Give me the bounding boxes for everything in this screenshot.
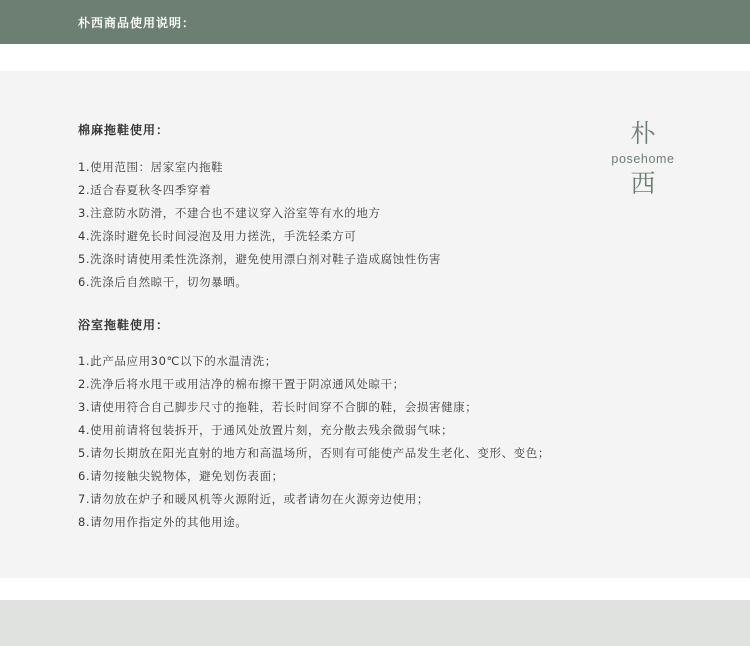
list-item: 3.请使用符合自己脚步尺寸的拖鞋，若长时间穿不合脚的鞋，会损害健康；	[78, 400, 478, 414]
list-item: 7.请勿放在炉子和暖风机等火源附近，或者请勿在火源旁边使用；	[78, 492, 429, 506]
list-item: 1.此产品应用30℃以下的水温清洗；	[78, 354, 277, 368]
footer-band	[0, 600, 750, 646]
page-title: 朴西商品使用说明：	[78, 15, 196, 30]
instruction-list	[78, 156, 441, 294]
list-item: 4.使用前请将包装拆开，于通风处放置片刻，充分散去残余微弱气味；	[78, 423, 454, 437]
logo-char-top: 朴	[630, 119, 656, 148]
logo-wordmark: posehome	[611, 152, 675, 166]
instruction-list	[78, 350, 550, 534]
list-item: 4.洗涤时避免长时间浸泡及用力搓洗，手洗轻柔方可	[78, 229, 357, 243]
content-panel	[0, 71, 750, 578]
section-title: 浴室拖鞋使用：	[78, 318, 170, 332]
list-item: 1.使用范围：居家室内拖鞋	[78, 160, 224, 174]
list-item: 8.请勿用作指定外的其他用途。	[78, 515, 248, 529]
bath-slipper-section	[78, 317, 550, 534]
list-item: 6.洗涤后自然晾干，切勿暴晒。	[78, 275, 248, 289]
list-item: 6.请勿接触尖锐物体，避免划伤表面；	[78, 469, 284, 483]
list-item: 2.洗净后将水甩干或用洁净的棉布擦干置于阴凉通风处晾干；	[78, 377, 405, 391]
list-item: 3.注意防水防滑，不建合也不建议穿入浴室等有水的地方	[78, 206, 381, 220]
logo-char-bottom: 西	[630, 169, 656, 198]
list-item: 5.请勿长期放在阳光直射的地方和高温场所，否则有可能使产品发生老化、变形、变色；	[78, 446, 550, 460]
section-title: 棉麻拖鞋使用：	[78, 123, 170, 137]
header-bar	[0, 0, 750, 44]
cotton-slipper-section	[78, 122, 441, 294]
posehome-logo	[603, 119, 683, 199]
list-item: 5.洗涤时请使用柔性洗涤剂，避免使用漂白剂对鞋子造成腐蚀性伤害	[78, 252, 442, 266]
list-item: 2.适合春夏秋冬四季穿着	[78, 183, 212, 197]
